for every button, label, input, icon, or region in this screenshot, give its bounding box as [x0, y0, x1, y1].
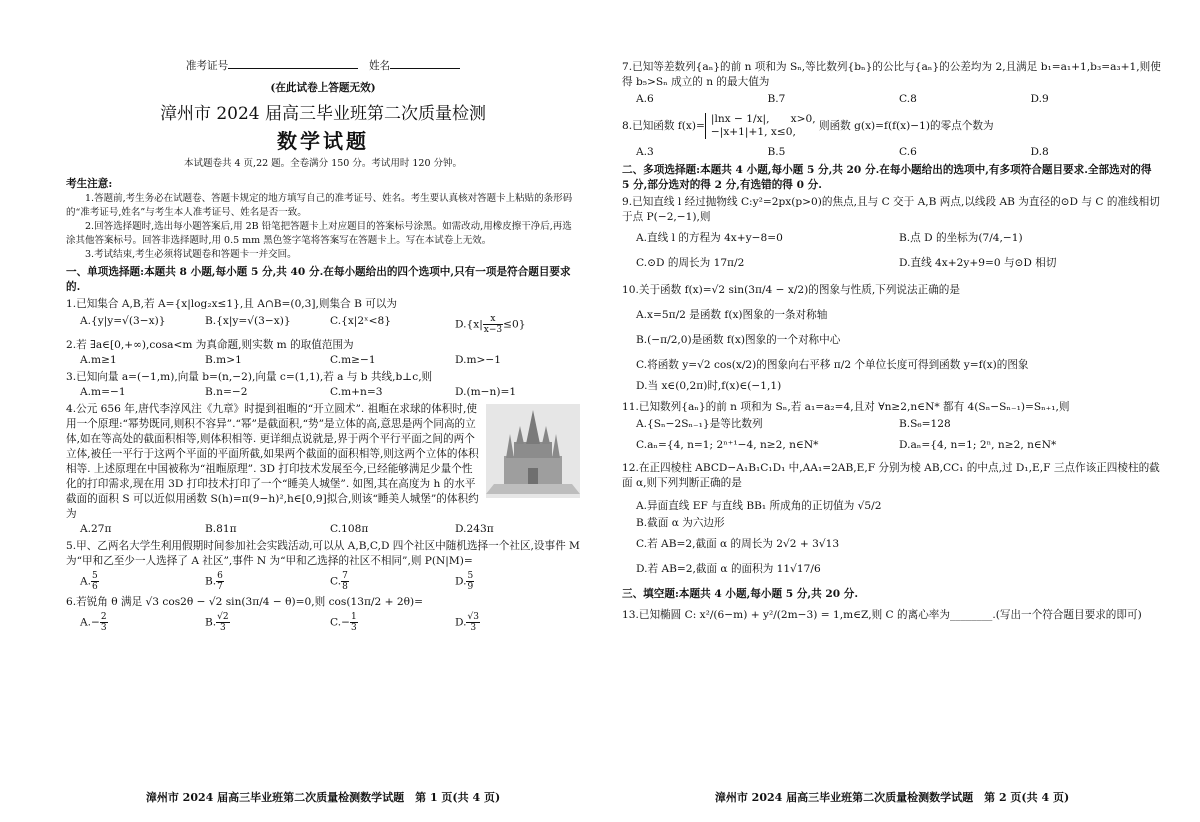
castle-figure	[486, 404, 580, 498]
option-b: B. $\frac{6}{7}$	[205, 571, 223, 592]
question-9-stem: 9.已知直线 l 经过抛物线 C:y²=2px(p>0)的焦点,且与 C 交于 A,B 两点,以线段 AB 为直径的⊙D 与 C 的准线相切于点 P(−2,−1),则	[622, 196, 1160, 223]
option-d: D.8	[1030, 146, 1049, 158]
option-b: B.点 D 的坐标为(7/4,−1)	[899, 232, 1023, 244]
section-multiple-choice: 二、多项选择题:本题共 4 小题,每小题 5 分,共 20 分.在每小题给出的选项中,有多项符合题目要求.全部选对的得 5 分,部分选对的得 2 分,有选错的得 0 分.	[622, 164, 1152, 191]
option-b: B. $\frac{√2}{3}$	[205, 612, 229, 633]
question-13-stem: 13.已知椭圆 C: x²/(6−m) + y²/(2m−3) = 1,m∈Z,则 C 的离心率为________.(写出一个符合题目要求的即可)	[622, 609, 1142, 621]
option-b: B.{x|y=√(3−x)}	[205, 315, 291, 327]
question-9	[622, 195, 1162, 271]
option-d: D.243π	[455, 523, 494, 535]
page-2-footer: 漳州市 2024 届高三毕业班第二次质量检测数学试题 第 2 页(共 4 页)	[714, 791, 1070, 804]
option-d: D.aₙ={4, n=1; 2ⁿ, n≥2, n∈N*	[899, 439, 1057, 451]
option-d: D. $\frac{√3}{3}$	[455, 612, 479, 633]
question-5-options	[66, 571, 580, 592]
question-9-options-ab	[622, 231, 1162, 246]
question-4-options	[66, 522, 580, 537]
piecewise-brace: |lnx − 1/x|, x>0, −|x+1|+1, x≤0,	[705, 113, 816, 139]
question-8-stem: 8.已知函数 f(x)= |lnx − 1/x|, x>0, −|x+1|+1, x≤0, 则函数 g(x)=f(f(x)−1)的零点个数为	[622, 113, 994, 138]
exam-subtitle: 数学试题	[277, 129, 369, 153]
option-d: D.9	[1030, 93, 1049, 105]
option-c: C.108π	[330, 523, 369, 535]
question-6	[66, 595, 580, 633]
option-d: D.(m−n)=1	[455, 386, 517, 398]
option-a: A.− $\frac{2}{3}$	[80, 612, 107, 633]
option-d: D.若 AB=2,截面 α 的面积为 11√17/6	[636, 563, 821, 575]
option-a: A.3	[636, 146, 654, 158]
option-d: D.直线 4x+2y+9=0 与⊙D 相切	[899, 257, 1057, 269]
option-d: D.当 x∈(0,2π)时,f(x)∈(−1,1)	[636, 380, 782, 392]
question-8	[622, 113, 1162, 160]
question-13	[622, 608, 1162, 623]
question-5-stem: 5.甲、乙两名大学生利用假期时间参加社会实践活动,可以从 A,B,C,D 四个社区中随机选择一个社区,设事件 M 为“甲和乙至少一人选择了 A 社区”,事件 N 为“甲和乙选择的社区不相同”,则 P(N|M)=	[66, 540, 580, 567]
question-8-options	[622, 145, 1162, 160]
question-1-options	[66, 314, 580, 335]
invalid-note: (在此试卷上答题无效)	[270, 82, 376, 94]
section-fill-blank: 三、填空题:本题共 4 小题,每小题 5 分,共 20 分.	[622, 588, 859, 600]
exam-intro: 本试题卷共 4 页,22 题。全卷满分 150 分。考试用时 120 分钟。	[183, 158, 463, 169]
option-c: C.6	[899, 146, 917, 158]
option-a: A.直线 l 的方程为 4x+y−8=0	[636, 232, 783, 244]
page-1-footer: 漳州市 2024 届高三毕业班第二次质量检测数学试题 第 1 页(共 4 页)	[145, 791, 501, 804]
notice-1: 1.答题前,考生务必在试题卷、答题卡规定的地方填写自己的准考证号、姓名。考生要认真核对答题卡上粘贴的条形码的“准考证号,姓名”与考生本人准考证号、姓名是否一致。	[66, 193, 573, 218]
option-b: B.S₆=128	[899, 418, 951, 430]
question-5	[66, 539, 580, 592]
option-d: D. $\frac{5}{9}$	[455, 571, 474, 592]
option-c: C.8	[899, 93, 917, 105]
option-c: C. $\frac{7}{8}$	[330, 571, 348, 592]
option-d: D.m>−1	[455, 354, 502, 366]
option-b: B.(−π/2,0)是函数 f(x)图象的一个对称中心	[636, 334, 841, 346]
notice-2: 2.回答选择题时,选出每小题答案后,用 2B 铅笔把答题卡上对应题目的答案标号涂黑。如需改动,用橡皮擦干净后,再选涂其他答案标号。回答非选择题时,用 0.5 mm 黑色签字笔将答案写在答题卡上。写在本试卷上无效。	[66, 221, 572, 246]
question-2	[66, 338, 580, 368]
option-a: A.m≥1	[80, 354, 117, 366]
option-c: C.m≥−1	[330, 354, 376, 366]
ticket-blank	[228, 58, 358, 69]
question-11	[622, 400, 1162, 453]
exam-page-2	[600, 0, 1200, 822]
question-1-stem: 1.已知集合 A,B,若 A={x|log₂x≤1},且 A∩B=(0,3],则集合 B 可以为	[66, 298, 397, 310]
question-6-options	[66, 612, 580, 633]
question-3-options	[66, 385, 580, 400]
question-12	[622, 461, 1162, 577]
question-9-options-cd	[622, 256, 1162, 271]
option-b: B.7	[767, 93, 786, 105]
option-b: B.81π	[205, 523, 237, 535]
option-b: B.截面 α 为六边形	[636, 517, 725, 529]
question-11-stem: 11.已知数列{aₙ}的前 n 项和为 Sₙ,若 a₁=a₂=4,且对 ∀n≥2,n∈N* 都有 4(Sₙ−Sₙ₋₁)=Sₙ₊₁,则	[622, 401, 1070, 413]
option-a: A.m=−1	[80, 386, 126, 398]
option-c: C.aₙ={4, n=1; 2ⁿ⁺¹−4, n≥2, n∈N*	[636, 439, 819, 451]
option-c: C.若 AB=2,截面 α 的周长为 2√2 + 3√13	[636, 538, 840, 550]
option-a: A.异面直线 EF 与直线 BB₁ 所成角的正切值为 √5/2	[636, 500, 882, 512]
option-b: B.5	[767, 146, 786, 158]
question-1	[66, 297, 580, 335]
question-7-stem: 7.已知等差数列{aₙ}的前 n 项和为 Sₙ,等比数列{bₙ}的公比与{aₙ}的公差均为 2,且满足 b₁=a₁+1,b₃=a₃+1,则使得 b₅>Sₙ 成立的 n 的最大值为	[622, 61, 1161, 88]
question-3	[66, 370, 580, 400]
option-c: C.{x|2ˣ<8}	[330, 315, 391, 327]
question-10-stem: 10.关于函数 f(x)=√2 sin(3π/4 − x/2)的图象与性质,下列说法正确的是	[622, 284, 960, 296]
option-c: C.⊙D 的周长为 17π/2	[636, 257, 745, 269]
option-b: B.n=−2	[205, 386, 248, 398]
option-a: A.{Sₙ−2Sₙ₋₁}是等比数列	[636, 418, 763, 430]
name-label: 姓名	[368, 60, 391, 72]
question-10	[622, 283, 1162, 394]
option-a: A.27π	[80, 523, 112, 535]
option-a: A.6	[636, 93, 654, 105]
name-blank	[390, 58, 460, 69]
notice-title: 考生注意:	[66, 178, 113, 190]
question-12-stem: 12.在正四棱柱 ABCD−A₁B₁C₁D₁ 中,AA₁=2AB,E,F 分别为棱 AB,CC₁ 的中点,过 D₁,E,F 三点作该正四棱柱的截面 α,则下列判断正确的是	[622, 462, 1160, 489]
question-7-options	[622, 92, 1162, 107]
ticket-label: 准考证号	[185, 60, 229, 72]
question-6-stem: 6.若锐角 θ 满足 √3 cos2θ − √2 sin(3π/4 − θ)=0,则 cos(13π/2 + 2θ)=	[66, 596, 423, 608]
option-a: A.{y|y=√(3−x)}	[80, 315, 166, 327]
question-2-options	[66, 353, 580, 368]
option-a: A.x=5π/2 是函数 f(x)图象的一条对称轴	[636, 309, 828, 321]
exam-title: 漳州市 2024 届高三毕业班第二次质量检测	[159, 104, 487, 124]
option-b: B.m>1	[205, 354, 242, 366]
question-4	[66, 402, 580, 537]
question-11-options-ab	[622, 417, 1162, 432]
question-2-stem: 2.若 ∃a∈[0,+∞),cosa<m 为真命题,则实数 m 的取值范围为	[66, 339, 354, 351]
option-c: C.− $\frac{1}{3}$	[330, 612, 357, 633]
question-11-options-cd	[622, 438, 1162, 453]
question-3-stem: 3.已知向量 a=(−1,m),向量 b=(n,−2),向量 c=(1,1),若 a 与 b 共线,b⊥c,则	[66, 371, 433, 383]
option-c: C.将函数 y=√2 cos(x/2)的图象向右平移 π/2 个单位长度可得到函数 y=f(x)的图象	[636, 359, 1029, 371]
question-7	[622, 60, 1162, 107]
option-d: D.{x| $\frac{x}{x-3}$ ≤0}	[455, 314, 526, 335]
notice-3: 3.考试结束,考生必须将试题卷和答题卡一并交回。	[85, 249, 297, 260]
castle-image-icon	[486, 404, 580, 498]
question-4-stem: 4.公元 656 年,唐代李淳风注《九章》时提到祖暅的“开立圆术”. 祖暅在求球的体积时,使用一个原理:“幂势既同,则积不容异”.“幂”是截面积,“势”是立体的高,意思是两个同高的立体,如在等高处的截面积相等,则体积相等. 更详细点说就是,界于两个平行平面之间的两个立体,被任一平行于这两个平面的平面所截,如果两个截面的面积相等,则这两个立体的体积相等. 上述原理在中国被称为“祖暅原理”. 3D 打印技术发展至今,已经能够满足少量个性化的打印需求,现在用 3D 打印技术打印了一个“睡美人城堡”. 如图,其在高度为 h 的水平截面的面积 S 可以近似用函数 S(h)=π(9−h)²,h∈[0,9]拟合,则该“睡美人城堡”的体积约为	[66, 403, 479, 520]
section-single-choice: 一、单项选择题:本题共 8 小题,每小题 5 分,共 40 分.在每小题给出的四个选项中,只有一项是符合题目要求的.	[66, 266, 571, 293]
candidate-info-line	[66, 58, 580, 74]
option-c: C.m+n=3	[330, 386, 383, 398]
option-a: A. $\frac{5}{6}$	[80, 571, 98, 592]
